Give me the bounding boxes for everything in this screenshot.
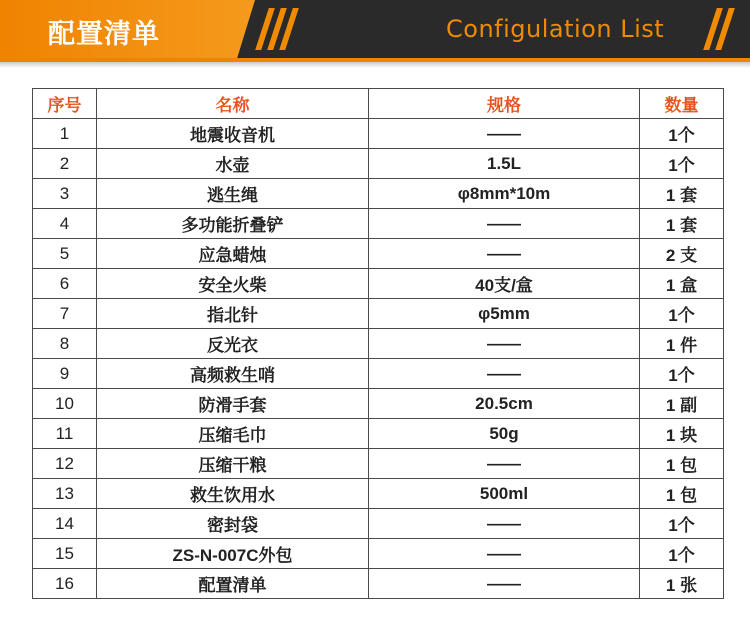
cell-quantity: 1 张 [640,569,724,599]
cell-spec: 1.5L [369,149,640,179]
table-row [33,239,724,269]
cell-spec: —— [369,359,640,389]
cell-index: 13 [33,479,97,509]
cell-index: 4 [33,209,97,239]
cell-spec: 40支/盒 [369,269,640,299]
table-row [33,269,724,299]
cell-spec: —— [369,239,640,269]
cell-spec: —— [369,329,640,359]
cell-index: 10 [33,389,97,419]
cell-quantity: 1个 [640,299,724,329]
cell-name: 指北针 [97,299,369,329]
table-row [33,359,724,389]
cell-index: 2 [33,149,97,179]
cell-index: 1 [33,119,97,149]
table-body [33,119,724,599]
table-row [33,329,724,359]
cell-quantity: 1 包 [640,449,724,479]
cell-index: 6 [33,269,97,299]
cell-quantity: 1 盒 [640,269,724,299]
cell-name: 高频救生哨 [97,359,369,389]
title-chinese: 配置清单 [48,19,160,50]
cell-spec: —— [369,119,640,149]
configuration-table [32,88,724,599]
table-row [33,569,724,599]
cell-index: 16 [33,569,97,599]
cell-index: 12 [33,449,97,479]
table-row [33,419,724,449]
cell-name: 反光衣 [97,329,369,359]
cell-quantity: 1 副 [640,389,724,419]
cell-index: 7 [33,299,97,329]
cell-name: 防滑手套 [97,389,369,419]
cell-quantity: 1个 [640,119,724,149]
cell-name: 密封袋 [97,509,369,539]
cell-spec: φ8mm*10m [369,179,640,209]
cell-quantity: 1个 [640,359,724,389]
cell-name: 多功能折叠铲 [97,209,369,239]
cell-quantity: 1个 [640,149,724,179]
cell-spec: —— [369,209,640,239]
cell-name: 地震收音机 [97,119,369,149]
table-row [33,209,724,239]
cell-spec: —— [369,509,640,539]
column-header-name: 名称 [97,89,369,119]
cell-index: 3 [33,179,97,209]
cell-name: 救生饮用水 [97,479,369,509]
cell-spec: —— [369,539,640,569]
cell-spec: 500ml [369,479,640,509]
cell-spec: 20.5cm [369,389,640,419]
cell-spec: —— [369,569,640,599]
cell-name: ZS-N-007C外包 [97,539,369,569]
cell-spec: 50g [369,419,640,449]
cell-quantity: 1 包 [640,479,724,509]
cell-name: 应急蜡烛 [97,239,369,269]
cell-index: 14 [33,509,97,539]
cell-name: 安全火柴 [97,269,369,299]
table-row [33,119,724,149]
table-header-row [33,89,724,119]
cell-index: 8 [33,329,97,359]
cell-index: 11 [33,419,97,449]
cell-spec: —— [369,449,640,479]
title-english: Configulation List [446,15,665,43]
cell-quantity: 1个 [640,509,724,539]
table-row [33,299,724,329]
cell-index: 15 [33,539,97,569]
column-header-quantity: 数量 [640,89,724,119]
column-header-index: 序号 [33,89,97,119]
cell-name: 压缩干粮 [97,449,369,479]
table-row [33,539,724,569]
table-row [33,389,724,419]
cell-name: 水壶 [97,149,369,179]
cell-index: 5 [33,239,97,269]
cell-quantity: 1 件 [640,329,724,359]
banner-shadow [0,62,750,68]
table-row [33,179,724,209]
cell-name: 逃生绳 [97,179,369,209]
cell-spec: φ5mm [369,299,640,329]
table-row [33,509,724,539]
cell-quantity: 1个 [640,539,724,569]
cell-index: 9 [33,359,97,389]
cell-quantity: 2 支 [640,239,724,269]
header-banner [0,0,750,68]
column-header-spec: 规格 [369,89,640,119]
cell-name: 配置清单 [97,569,369,599]
cell-name: 压缩毛巾 [97,419,369,449]
cell-quantity: 1 套 [640,209,724,239]
table-row [33,449,724,479]
cell-quantity: 1 套 [640,179,724,209]
table-row [33,149,724,179]
cell-quantity: 1 块 [640,419,724,449]
table-row [33,479,724,509]
